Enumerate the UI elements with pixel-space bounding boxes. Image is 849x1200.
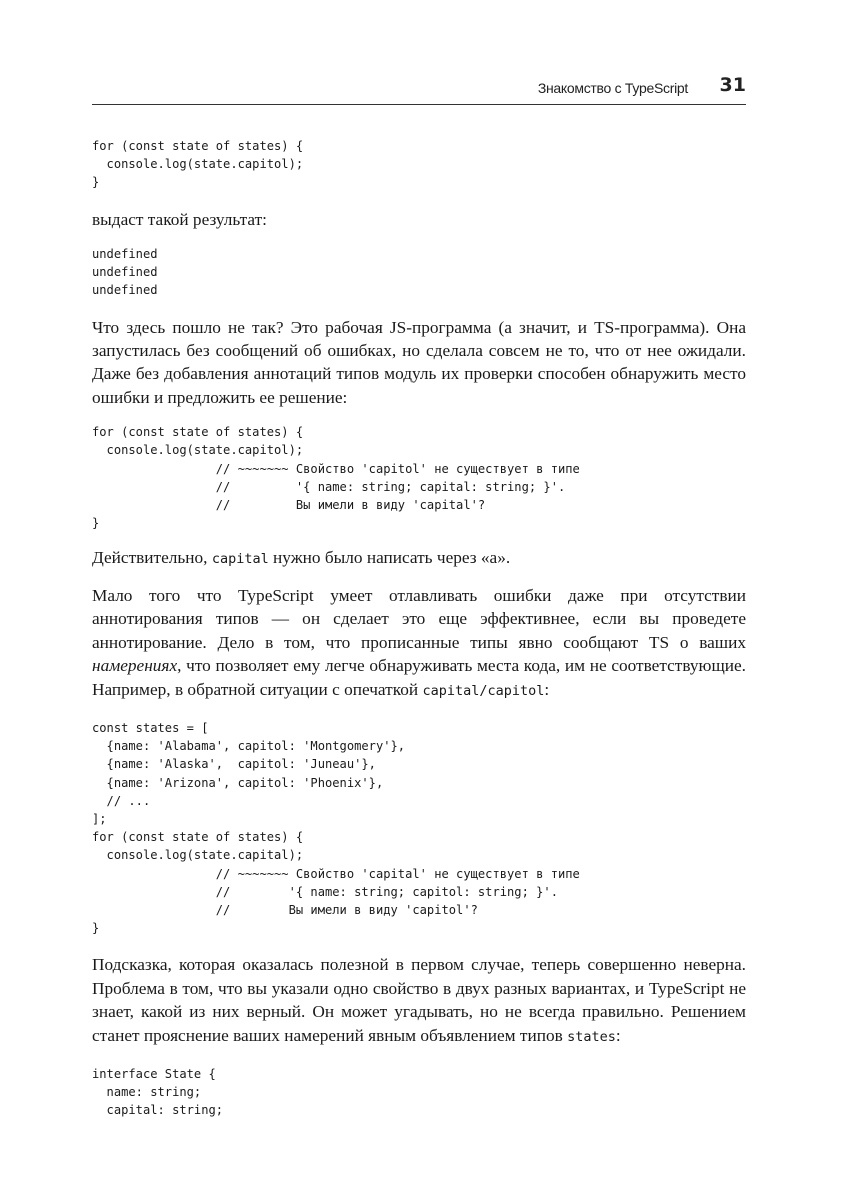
inline-code-capital: capital: [211, 551, 269, 568]
code-block-error-capitol: for (const state of states) { console.log(state.capitol); // ~~~~~~~ Свойство 'capitol' не существует в типе // '{ name: string; capital: string; }'. // Вы имели в виду 'capital'? }: [92, 425, 580, 531]
code-block-interface: interface State { name: string; capital: string;: [92, 1066, 224, 1118]
paragraph-whats-wrong: Что здесь пошло не так? Это рабочая JS-программа (а значит, и TS-программа). Она запустилась без сообщений об ошибках, но сделала совсем не то, что от нее ожидали. Даже без добавления аннотаций типов модуль их проверки способен обнаружить место ошибки и предложить ее решение:: [92, 317, 746, 407]
page-body: [92, 137, 746, 1120]
paragraph-annotation: Мало того что TypeScript умеет отлавливать ошибки даже при отсутствии аннотирования типов — он сделает это еще эффективнее, если вы проведете аннотирование. Дело в том, что прописанные типы явно сообщают TS о ваших намерениях, что позволяет ему легче обнаруживать места кода, им не соответствующие. Например, в обратной ситуации с опечаткой capital/capitol:: [92, 585, 746, 699]
code-block-states: const states = [ {name: 'Alabama', capitol: 'Montgomery'}, {name: 'Alaska', capitol: 'Juneau'}, {name: 'Arizona', capitol: 'Phoenix'}, // ... ]; for (const state of states) { console.log(state.capital); // ~~~~~~~ Свойство 'capital' не существует в типе // '{ name: string; capitol: string; }'. // Вы имели в виду 'capitol'? }: [92, 720, 580, 936]
code-block-loop: for (const state of states) { console.log(state.capitol); }: [92, 139, 304, 190]
inline-code-states: states: [567, 1028, 616, 1045]
paragraph-result-intro: выдаст такой результат:: [92, 209, 267, 229]
paragraph-indeed: Действительно, capital нужно было написать через «а».: [92, 548, 511, 568]
chapter-title: Знакомство с TypeScript: [537, 80, 688, 96]
running-header: [92, 70, 746, 105]
code-block-output: undefined undefined undefined: [92, 247, 158, 298]
page-number: 31: [719, 74, 746, 96]
emphasis-intentions: намерениях: [92, 656, 178, 676]
inline-code-capital-capitol: capital/capitol: [422, 682, 545, 699]
paragraph-hint: Подсказка, которая оказалась полезной в первом случае, теперь совершенно неверна. Проблема в том, что вы указали одно свойство в двух разных вариантах, и TypeScript не знает, какой из них верный. Он может угадывать, но не всегда правильно. Решением станет прояснение ваших намерений явным объявлением типов states:: [92, 955, 746, 1045]
